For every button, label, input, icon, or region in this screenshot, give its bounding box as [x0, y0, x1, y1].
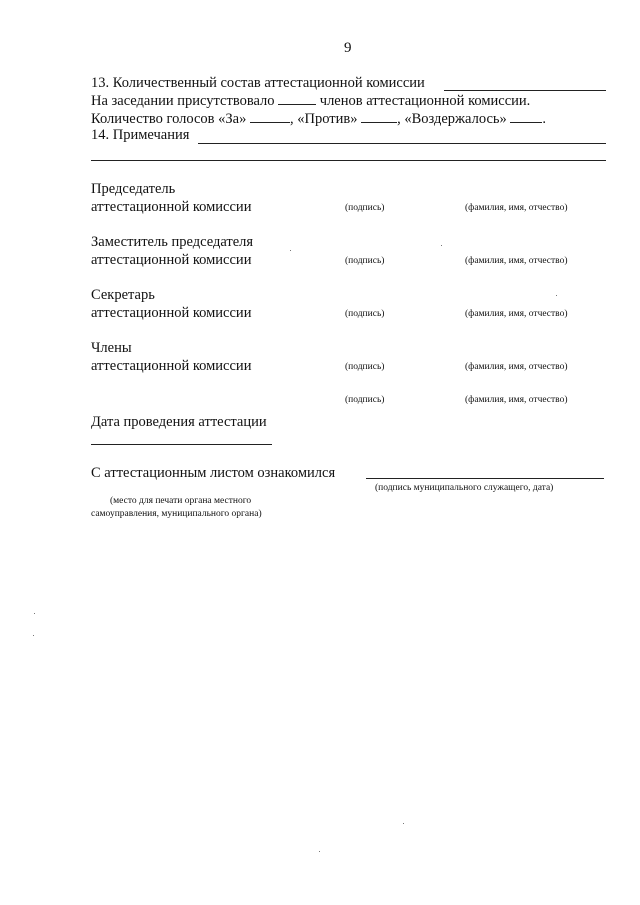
- notes-blank-2: [91, 160, 606, 161]
- members-sign-hint: (подпись): [345, 362, 385, 372]
- chairman-role-line2: аттестационной комиссии: [91, 199, 252, 215]
- scan-speck: [403, 823, 404, 824]
- secretary-role-line1: Секретарь: [91, 287, 155, 303]
- item13-line2: [91, 92, 530, 110]
- secretary-role-line2: аттестационной комиссии: [91, 305, 252, 321]
- notes-blank-1: [198, 143, 606, 144]
- members-role: [91, 340, 251, 375]
- members-role-line2: аттестационной комиссии: [91, 358, 252, 374]
- votes-for-label: Количество голосов «За»: [91, 111, 247, 127]
- page-number: 9: [344, 40, 352, 56]
- scan-speck: [34, 613, 35, 614]
- members-role-line1: Члены: [91, 340, 132, 356]
- secretary-role: [91, 287, 251, 322]
- deputy-name-hint: (фамилия, имя, отчество): [465, 256, 568, 266]
- votes-against-label: , «Против»: [289, 111, 358, 127]
- votes-end: .: [542, 111, 547, 127]
- present-suffix-text: членов аттестационной комиссии.: [319, 93, 531, 109]
- stamp-place-line1: (место для печати органа местного: [110, 496, 252, 506]
- item13-line1-text: 13. Количественный состав аттестационной комиссии: [91, 75, 425, 91]
- item13-line1: [91, 75, 425, 92]
- scan-speck: [290, 250, 291, 251]
- chairman-sign-hint: (подпись): [345, 203, 385, 213]
- item14-notes: [91, 127, 189, 144]
- secretary-name-hint: (фамилия, имя, отчество): [465, 309, 568, 319]
- attestation-date-label: Дата проведения аттестации: [91, 414, 267, 430]
- item13-votes-line: [91, 110, 546, 128]
- secretary-sign-hint: (подпись): [345, 309, 385, 319]
- stamp-place-line2: самоуправления, муниципального органа): [91, 509, 262, 519]
- present-count-blank: [278, 92, 316, 105]
- scan-speck: [319, 851, 320, 852]
- scan-speck: [441, 245, 442, 246]
- present-prefix-text: На заседании присутствовало: [91, 93, 275, 109]
- chairman-name-hint: (фамилия, имя, отчество): [465, 203, 568, 213]
- member2-sign-hint: (подпись): [345, 395, 385, 405]
- votes-abstain-blank: [510, 110, 542, 123]
- item14-label: 14. Примечания: [91, 127, 190, 143]
- acquainted-hint: (подпись муниципального служащего, дата): [375, 483, 554, 493]
- item13-commission-size-blank: [444, 90, 606, 91]
- votes-abstain-label: , «Воздержалось»: [397, 111, 507, 127]
- member2-name-hint: (фамилия, имя, отчество): [465, 395, 568, 405]
- chairman-role-line1: Председатель: [91, 181, 176, 197]
- scan-speck: [33, 635, 34, 636]
- acquainted-label: С аттестационным листом ознакомился: [91, 465, 336, 481]
- members-name-hint: (фамилия, имя, отчество): [465, 362, 568, 372]
- deputy-role: [91, 234, 253, 269]
- deputy-sign-hint: (подпись): [345, 256, 385, 266]
- chairman-role: [91, 181, 251, 216]
- scan-speck: [556, 295, 557, 296]
- votes-against-blank: [361, 110, 397, 123]
- acquainted-signature-blank: [366, 478, 604, 479]
- attestation-date-blank: [91, 444, 272, 445]
- deputy-role-line1: Заместитель председателя: [91, 234, 254, 250]
- votes-for-blank: [250, 110, 290, 123]
- deputy-role-line2: аттестационной комиссии: [91, 252, 252, 268]
